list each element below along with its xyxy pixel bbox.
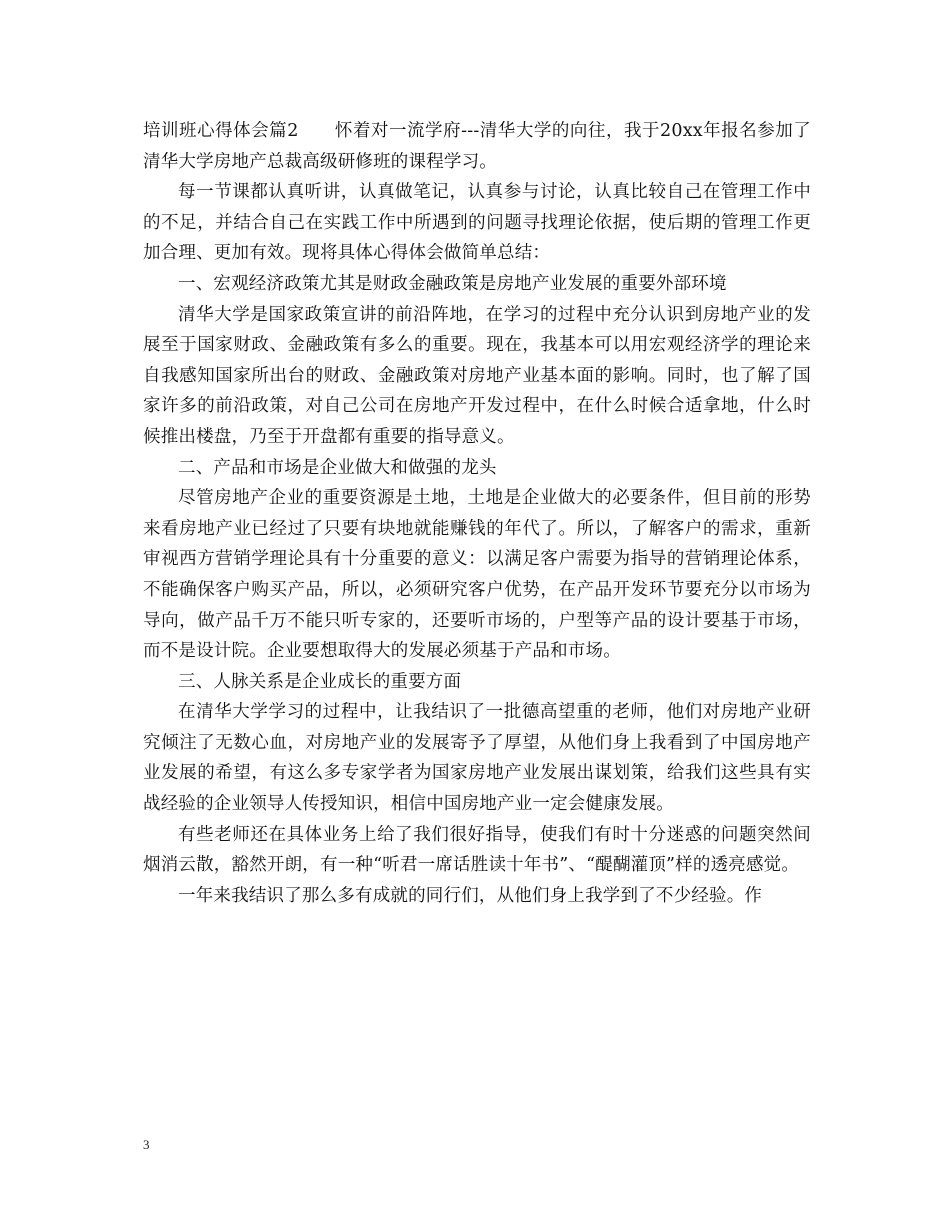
paragraph-product-market: 尽管房地产企业的重要资源是土地，土地是企业做大的必要条件，但目前的形势来看房地产业已经过了只要有块地就能赚钱的年代了。所以，了解客户的需求，重新审视西方营销学理论具有十分重要的意义：以满足客户需要为指导的营销理论体系，不能确保客户购买产品，所以，必须研究客户优势，在产品开发环节要充分以市场为导向，做产品千万不能只听专家的，还要听市场的，户型等产品的设计要基于市场，而不是设计院。企业要想取得大的发展必须基于产品和市场。 (143, 488, 811, 662)
paragraph-relationships: 在清华大学学习的过程中，让我结识了一批德高望重的老师，他们对房地产业研究倾注了无数心血，对房地产业的发展寄予了厚望，从他们身上我看到了中国房地产业发展的希望，有这么多专家学者为国家房地产业发展出谋划策，给我们这些具有实战经验的企业领导人传授知识，相信中国房地产业一定会健康发展。 (143, 702, 811, 815)
section-heading-relationships: 三、人脉关系是企业成长的重要方面 (178, 671, 462, 692)
paragraph-study-approach: 每一节课都认真听讲，认真做笔记，认真参与讨论，认真比较自己在管理工作中的不足，并结合自己在实践工作中所遇到的问题寻找理论依据，使后期的管理工作更加合理、更加有效。现将具体心得体会做简单总结： (143, 182, 811, 264)
paragraph-peers: 一年来我结识了那么多有成就的同行们，从他们身上我学到了不少经验。作 (178, 885, 763, 906)
section-heading-product-market: 二、产品和市场是企业做大和做强的龙头 (178, 457, 497, 478)
paragraph-teacher-guidance: 有些老师还在具体业务上给了我们很好指导，使我们有时十分迷惑的问题突然间烟消云散，豁然开朗，有一种“听君一席话胜读十年书”、“醍醐灌顶”样的透亮感觉。 (143, 824, 811, 876)
section-heading-macro-policy: 一、宏观经济政策尤其是财政金融政策是房地产业发展的重要外部环境 (178, 273, 727, 294)
page-number: 3 (143, 1137, 150, 1152)
paragraph-intro: 培训班心得体会篇2 怀着对一流学府---清华大学的向往，我于20xx年报名参加了清华大学房地产总裁高级研修班的课程学习。 (143, 121, 811, 172)
document-body (143, 116, 811, 911)
paragraph-macro-policy: 清华大学是国家政策宣讲的前沿阵地，在学习的过程中充分认识到房地产业的发展至于国家财政、金融政策有多么的重要。现在，我基本可以用宏观经济学的理论来自我感知国家所出台的财政、金融政策对房地产业基本面的影响。同时，也了解了国家许多的前沿政策，对自己公司在房地产开发过程中，在什么时候合适拿地，什么时候推出楼盘，乃至于开盘都有重要的指导意义。 (143, 304, 811, 447)
